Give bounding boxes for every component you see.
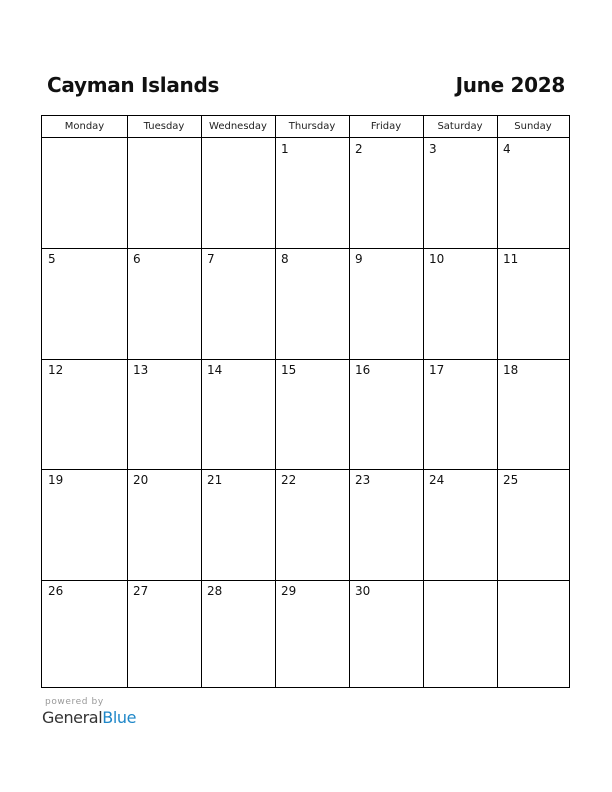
day-number: 18 <box>503 362 519 377</box>
weekday-label-tuesday: Tuesday <box>143 121 185 132</box>
day-cell-22 <box>275 469 349 579</box>
day-cell-12 <box>42 359 127 469</box>
column-divider <box>201 116 202 687</box>
weekday-label-monday: Monday <box>64 121 105 132</box>
week-divider <box>42 469 569 470</box>
day-cell-30 <box>349 580 423 690</box>
powered-by-text: powered by <box>45 697 104 707</box>
day-cell-5 <box>42 248 127 358</box>
day-number: 28 <box>207 583 223 598</box>
day-cell-13 <box>127 359 201 469</box>
column-divider <box>349 116 350 687</box>
day-cell-28 <box>201 580 275 690</box>
column-divider <box>423 116 424 687</box>
month-year-title: June 2028 <box>455 73 565 97</box>
day-cell-1 <box>275 138 349 248</box>
weekday-header-row <box>42 116 569 138</box>
day-number: 29 <box>281 583 297 598</box>
day-cell-18 <box>497 359 569 469</box>
brand-blue: Blue <box>102 708 137 727</box>
day-cell-4 <box>497 138 569 248</box>
calendar-grid <box>41 115 570 688</box>
day-cell-24 <box>423 469 497 579</box>
day-number: 13 <box>133 362 149 377</box>
day-cell-15 <box>275 359 349 469</box>
day-cell-8 <box>275 248 349 358</box>
day-number: 11 <box>503 252 519 267</box>
day-number: 8 <box>281 252 289 267</box>
day-cell-21 <box>201 469 275 579</box>
brand-name <box>42 708 136 728</box>
day-number: 22 <box>281 473 297 488</box>
weekday-label-friday: Friday <box>370 121 402 132</box>
week-divider <box>42 359 569 360</box>
day-number: 15 <box>281 362 297 377</box>
empty-day-cell <box>497 580 569 690</box>
day-cell-6 <box>127 248 201 358</box>
day-number: 26 <box>48 583 64 598</box>
week-divider <box>42 580 569 581</box>
day-number: 5 <box>48 252 56 267</box>
day-number: 25 <box>503 473 519 488</box>
generalblue-logo <box>42 697 162 729</box>
week-divider <box>42 248 569 249</box>
day-number: 20 <box>133 473 149 488</box>
day-number: 1 <box>281 142 289 156</box>
day-cell-29 <box>275 580 349 690</box>
day-number: 14 <box>207 362 223 377</box>
day-number: 12 <box>48 362 64 377</box>
day-number: 27 <box>133 583 149 598</box>
column-divider <box>127 116 128 687</box>
day-cell-20 <box>127 469 201 579</box>
day-number: 9 <box>355 252 363 267</box>
empty-day-cell <box>201 138 275 248</box>
day-number: 24 <box>429 473 445 488</box>
day-number: 4 <box>503 142 511 156</box>
day-cell-9 <box>349 248 423 358</box>
day-number: 21 <box>207 473 223 488</box>
empty-day-cell <box>423 580 497 690</box>
weekday-label-sunday: Sunday <box>514 121 552 132</box>
day-cell-11 <box>497 248 569 358</box>
day-cell-7 <box>201 248 275 358</box>
brand-general: General <box>42 708 103 727</box>
day-number: 23 <box>355 473 371 488</box>
weekday-label-saturday: Saturday <box>437 121 483 132</box>
empty-day-cell <box>42 138 127 248</box>
day-number: 2 <box>355 142 363 156</box>
day-cell-14 <box>201 359 275 469</box>
day-number: 30 <box>355 583 371 598</box>
weekday-label-thursday: Thursday <box>288 121 336 132</box>
column-divider <box>497 116 498 687</box>
day-cell-3 <box>423 138 497 248</box>
day-number: 17 <box>429 362 445 377</box>
day-number: 6 <box>133 252 141 267</box>
calendar-weeks <box>42 138 569 687</box>
day-cell-17 <box>423 359 497 469</box>
day-number: 7 <box>207 252 215 267</box>
calendar-header <box>41 71 571 99</box>
weekday-label-wednesday: Wednesday <box>209 121 267 132</box>
day-number: 16 <box>355 362 371 377</box>
day-cell-16 <box>349 359 423 469</box>
day-cell-26 <box>42 580 127 690</box>
day-number: 3 <box>429 142 437 156</box>
day-cell-25 <box>497 469 569 579</box>
empty-day-cell <box>127 138 201 248</box>
column-divider <box>275 116 276 687</box>
day-cell-19 <box>42 469 127 579</box>
country-title: Cayman Islands <box>47 73 220 97</box>
day-number: 19 <box>48 473 64 488</box>
day-number: 10 <box>429 252 445 267</box>
day-cell-23 <box>349 469 423 579</box>
day-cell-2 <box>349 138 423 248</box>
day-cell-27 <box>127 580 201 690</box>
day-cell-10 <box>423 248 497 358</box>
